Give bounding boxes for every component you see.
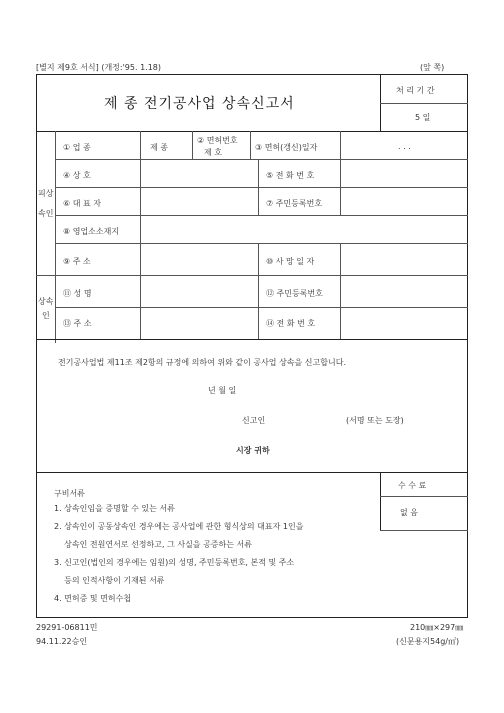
deceased-rrn-label: ⑦ 주민등록번호 <box>266 199 323 208</box>
declaration-text: 전기공사업법 제11조 제2항의 규정에 의하여 위와 같이 공사업 상속을 신고합니다. <box>58 358 346 367</box>
deceased-group-label-a: 피상 <box>38 189 54 198</box>
deceased-phone-label: ⑤ 전 화 번 호 <box>266 171 315 180</box>
documents-list <box>54 500 303 608</box>
processing-period-label: 처 리 기 간 <box>396 86 435 95</box>
document-item: 1. 상속인임을 증명할 수 있는 서류 <box>54 504 175 513</box>
addressee: 시장 귀하 <box>236 446 270 455</box>
heir-rrn-label: ⑫ 주민등록번호 <box>266 289 323 298</box>
death-date-label: ⑩ 사 망 일 자 <box>266 257 315 266</box>
license-date-value[interactable]: . . . <box>398 142 411 151</box>
footer-paper-size: 210㎜×297㎜ <box>410 623 464 632</box>
reporter-label: 신고인 <box>242 416 266 425</box>
front-page-label: (앞 쪽) <box>420 63 445 72</box>
document-item: 4. 면허증 및 면허수첩 <box>54 594 132 603</box>
heir-address-label: ⑬ 주 소 <box>63 319 92 328</box>
form-number: [별지 제9호 서식] (개정:'95. 1.18) <box>36 63 161 72</box>
representative-label: ⑥ 대 표 자 <box>63 199 101 208</box>
deceased-group-label-b: 속인 <box>38 209 54 218</box>
date-line[interactable]: 년 월 일 <box>208 386 237 395</box>
processing-period-value: 5 일 <box>415 113 431 122</box>
industry-value[interactable]: 제 종 <box>150 143 168 152</box>
business-name-label: ④ 상 호 <box>63 171 91 180</box>
license-number-label: ② 면허번호 <box>197 136 238 145</box>
license-number-value[interactable]: 제 호 <box>204 148 222 157</box>
heir-group-label-b: 인 <box>42 311 50 320</box>
document-item: 3. 신고인(법인의 경우에는 임원)의 성명, 주민등록번호, 본적 및 주소 <box>54 558 295 567</box>
fee-label: 수 수 료 <box>398 481 427 490</box>
documents-heading: 구비서류 <box>54 489 85 498</box>
office-location-label: ⑧ 영업소소재지 <box>63 227 120 236</box>
deceased-address-label: ⑨ 주 소 <box>63 257 91 266</box>
footer-paper-type: (신문용지54g/㎡) <box>396 637 460 646</box>
document-item: 2. 상속인이 공동상속인 경우에는 공사업에 관한 형식상의 대표자 1인을 <box>54 522 304 531</box>
heir-name-label: ⑪ 성 명 <box>63 289 92 298</box>
fee-value: 없 음 <box>400 508 418 517</box>
signature-label[interactable]: (서명 또는 도장) <box>346 416 404 425</box>
footer-form-code: 29291-06811민 <box>36 623 98 632</box>
heir-phone-label: ⑭ 전 화 번 호 <box>266 319 316 328</box>
license-date-label: ③ 면허(갱신)일자 <box>255 143 318 152</box>
heir-group-label-a: 상속 <box>38 297 54 306</box>
industry-label: ① 업 종 <box>63 143 91 152</box>
footer-approval: 94.11.22승인 <box>36 637 88 646</box>
document-item: 등의 인적사항이 기재된 서류 <box>54 576 165 585</box>
document-item: 상속인 전원연서로 선정하고, 그 사실을 공증하는 서류 <box>54 540 252 549</box>
form-title: 제 종 전기공사업 상속신고서 <box>104 96 295 112</box>
